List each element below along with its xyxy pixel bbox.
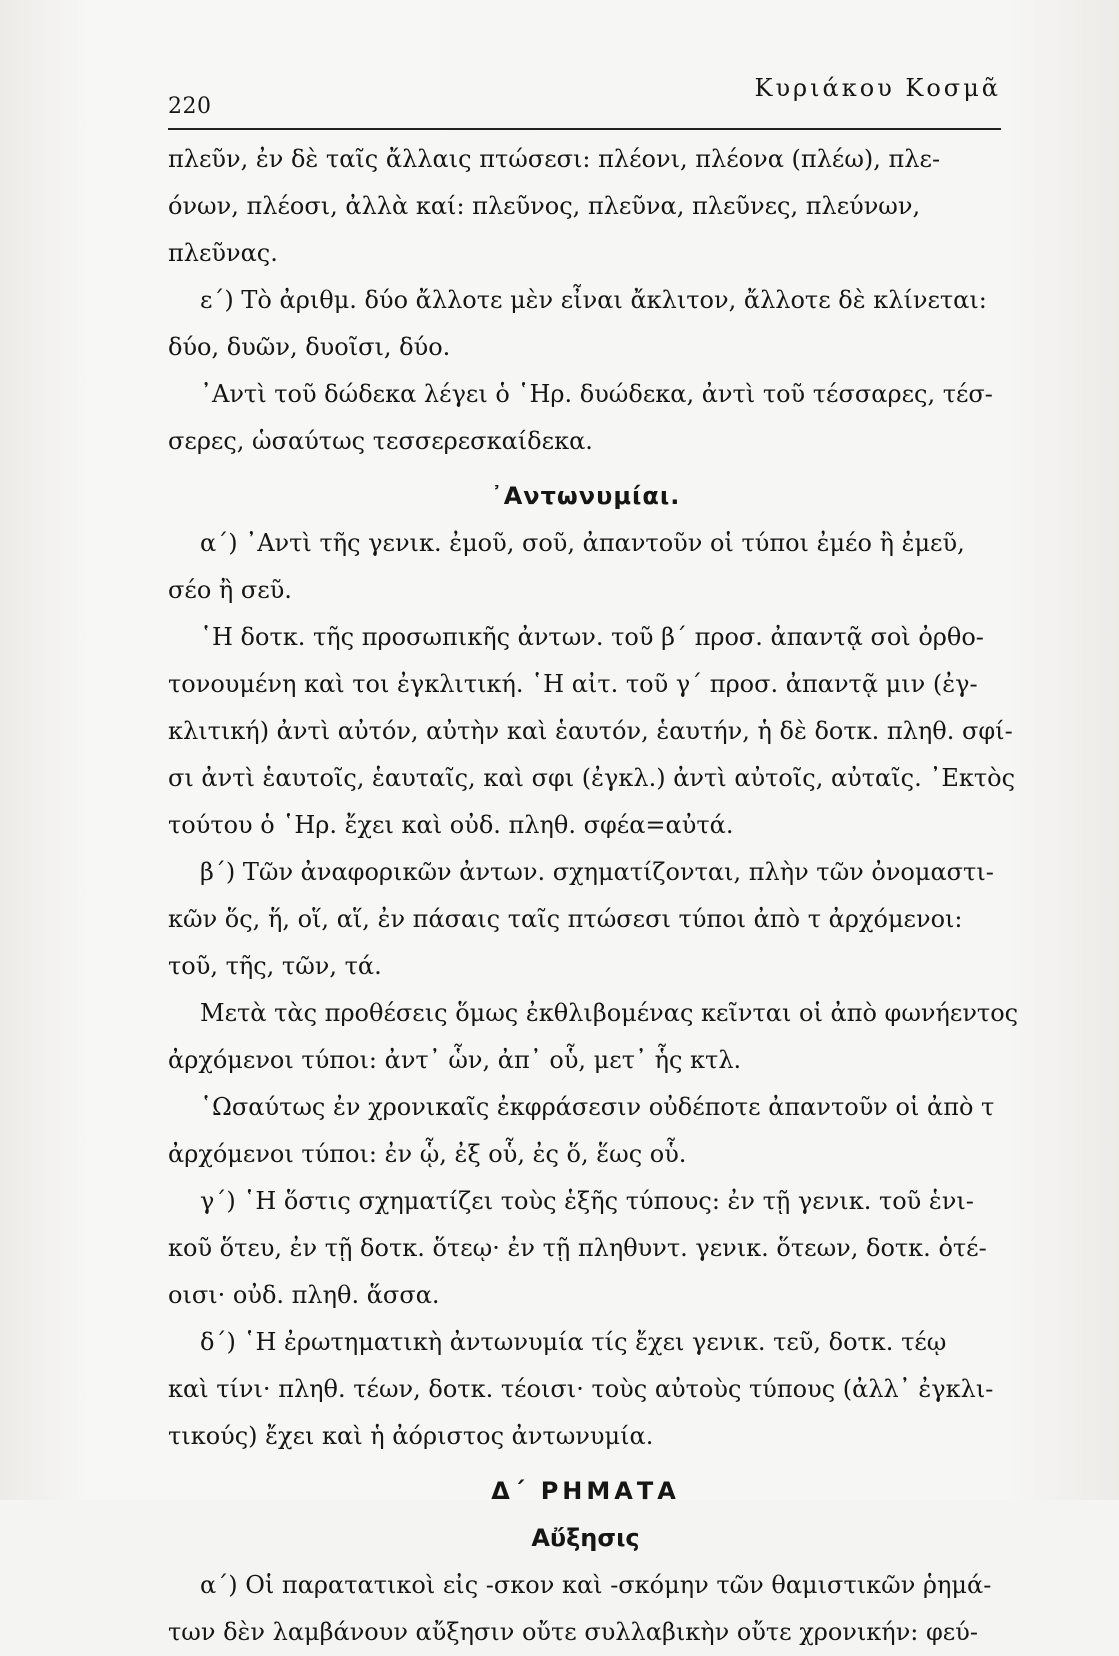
text-line: καὶ τίνι· πληθ. τέων, δοτκ. τέοισι· τοὺς αὐτοὺς τύπους (ἀλλ᾿ ἐγκλι- (168, 1375, 994, 1403)
paragraph-d: δ΄) ῾Η ἐρωτηματικὴ ἀντωνυμία τίς ἔχει γενικ. τεῦ, δοτκ. τέῳ (200, 1328, 947, 1356)
text-line: τούτου ὁ ῾Ηρ. ἔχει καὶ οὐδ. πληθ. σφέα=αὐτά. (168, 811, 734, 839)
text-line: όνων, πλέοσι, ἀλλὰ καί: πλεῦνος, πλεῦνα, πλεῦνες, πλεύνων, (168, 192, 921, 220)
text-line: τονουμένη καὶ τοι ἐγκλιτική. ῾Η αἰτ. τοῦ γ΄ προσ. ἀπαντᾷ μιν (ἐγ- (168, 670, 978, 698)
text-line: ἀρχόμενοι τύποι: ἐν ᾧ, ἐξ οὗ, ἐς ὅ, ἕως οὗ. (168, 1140, 687, 1168)
text-line: πλεῦν, ἐν δὲ ταῖς ἄλλαις πτώσεσι: πλέονι, πλέονα (πλέω), πλε- (168, 145, 941, 173)
paragraph-e: ε΄) Τὸ ἀριθμ. δύο ἄλλοτε μὲν εἶναι ἄκλιτον, ἄλλοτε δὲ κλίνεται: (200, 286, 987, 314)
paragraph-g: γ΄) ῾Η ὅστις σχηματίζει τοὺς ἑξῆς τύπους: ἐν τῇ γενικ. τοῦ ἑνι- (200, 1187, 974, 1215)
text-line: δύο, δυῶν, δυοῖσι, δύο. (168, 333, 451, 361)
paragraph-a-verbs: α΄) Οἱ παρατατικοὶ εἰς -σκον καὶ -σκόμην τῶν θαμιστικῶν ῥημά- (200, 1571, 992, 1599)
heading-pronouns: ᾿Αντωνυμίαι. (490, 482, 681, 510)
text-line: κῶν ὅς, ἥ, οἵ, αἵ, ἐν πάσαις ταῖς πτώσεσι τύποι ἀπὸ τ ἀρχόμενοι: (168, 905, 963, 933)
text-line: τικούς) ἔχει καὶ ἡ ἀόριστος ἀντωνυμία. (168, 1422, 654, 1450)
text-line: πλεῦνας. (168, 239, 278, 267)
running-head: Κυριάκου Κοσμᾶ (754, 74, 1001, 102)
text-line: κοῦ ὅτευ, ἐν τῇ δοτκ. ὅτεῳ· ἐν τῇ πληθυντ. γενικ. ὅτεων, δοτκ. ὁτέ- (168, 1234, 987, 1262)
page-header (168, 72, 1001, 130)
paragraph-a: α΄) ᾿Αντὶ τῆς γενικ. ἐμοῦ, σοῦ, ἀπαντοῦν οἱ τύποι ἐμέο ἢ ἐμεῦ, (200, 529, 965, 557)
text-line: σι ἀντὶ ἑαυτοῖς, ἑαυταῖς, καὶ σφι (ἐγκλ.) ἀντὶ αὐτοῖς, αὐταῖς. ᾿Εκτὸς (168, 764, 1016, 792)
text-line: σέο ἢ σεῦ. (168, 576, 292, 604)
text-line: οισι· οὐδ. πληθ. ἅσσα. (168, 1281, 440, 1309)
page-number: 220 (168, 94, 212, 119)
text-line: Μετὰ τὰς προθέσεις ὅμως ἐκθλιβομένας κεῖνται οἱ ἀπὸ φωνήεντος (200, 999, 1019, 1027)
text-line: ἀρχόμενοι τύποι: ἀντ᾿ ὧν, ἀπ᾿ οὗ, μετ᾿ ἧς κτλ. (168, 1046, 742, 1074)
section-title-verbs: Δ΄ ΡΗΜΑΤΑ (491, 1477, 680, 1505)
text-line: ῾Ωσαύτως ἐν χρονικαῖς ἐκφράσεσιν οὐδέποτε ἀπαντοῦν οἱ ἀπὸ τ (200, 1093, 995, 1121)
page-body (168, 136, 1019, 1656)
subsection-title-augment: Αὔξησις (531, 1524, 640, 1552)
text-line: των δὲν λαμβάνουν αὔξησιν οὔτε συλλαβικὴν οὔτε χρονικήν: φεύ- (168, 1618, 978, 1646)
text-line: τοῦ, τῆς, τῶν, τά. (168, 952, 382, 980)
text-line: ᾿Αντὶ τοῦ δώδεκα λέγει ὁ ῾Ηρ. δυώδεκα, ἀντὶ τοῦ τέσσαρες, τέσ- (200, 380, 993, 408)
text-line: κλιτική) ἀντὶ αὐτόν, αὐτὴν καὶ ἑαυτόν, ἑαυτήν, ἡ δὲ δοτκ. πληθ. σφί- (168, 717, 1013, 745)
text-line: ῾Η δοτκ. τῆς προσωπικῆς ἀντων. τοῦ β΄ προσ. ἀπαντᾷ σοὶ ὀρθο- (200, 623, 984, 651)
paragraph-b: β΄) Τῶν ἀναφορικῶν ἀντων. σχηματίζονται, πλὴν τῶν ὀνομαστι- (200, 858, 994, 886)
text-line: σερες, ὡσαύτως τεσσερεσκαίδεκα. (168, 427, 593, 455)
